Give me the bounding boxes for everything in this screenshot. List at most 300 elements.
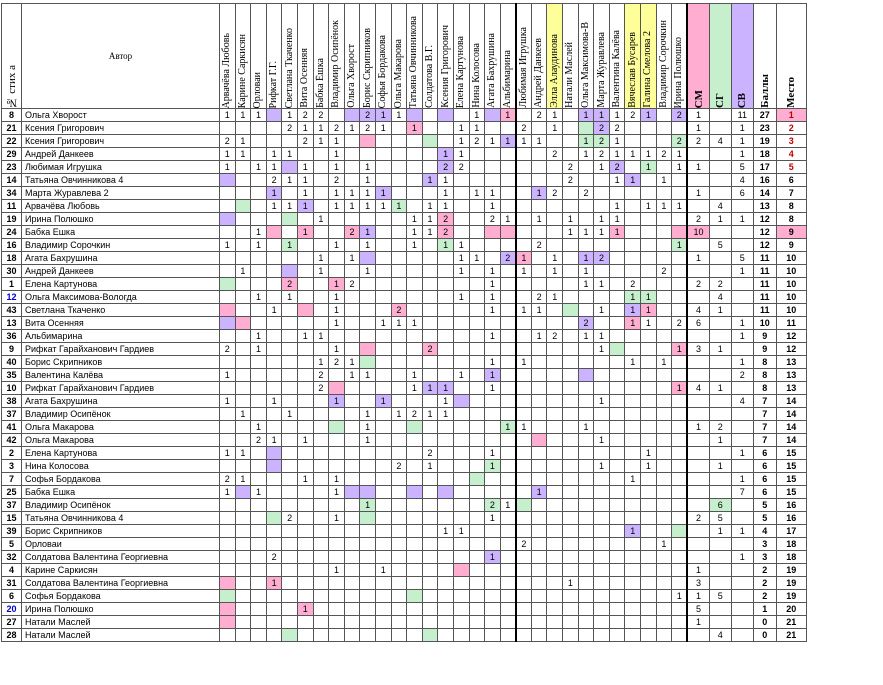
- vote-cell: [344, 148, 360, 161]
- table-row: [2, 447, 807, 460]
- vote-cell: [625, 551, 641, 564]
- vote-cell: [563, 148, 579, 161]
- vote-cell: [220, 174, 236, 187]
- vote-cell: 1: [282, 174, 298, 187]
- table-row: [2, 356, 807, 369]
- vote-cell: [672, 395, 688, 408]
- vote-cell: [609, 564, 625, 577]
- vote-cell: 1: [407, 369, 423, 382]
- vote-cell: [625, 486, 641, 499]
- vote-cell: [407, 538, 423, 551]
- vote-cell: [422, 551, 438, 564]
- vote-cell: 2: [531, 109, 547, 122]
- vote-cell: [266, 538, 282, 551]
- vote-cell: [516, 317, 532, 330]
- vote-cell: [500, 200, 516, 213]
- vote-cell: [297, 356, 313, 369]
- vote-cell: 1: [313, 122, 329, 135]
- vote-cell: [251, 135, 267, 148]
- vote-cell: [500, 382, 516, 395]
- vote-cell: 1: [220, 161, 236, 174]
- vote-cell: [407, 135, 423, 148]
- vote-cell: 1: [360, 174, 376, 187]
- vote-cell: 1: [563, 226, 579, 239]
- vote-cell: [656, 434, 672, 447]
- vote-cell: 1: [516, 304, 532, 317]
- vote-cell: [266, 590, 282, 603]
- vote-cell: [282, 460, 298, 473]
- vote-cell: 1: [266, 148, 282, 161]
- vote-cell: [329, 551, 345, 564]
- vote-cell: [422, 330, 438, 343]
- vote-cell: 1: [360, 434, 376, 447]
- vote-cell: [220, 213, 236, 226]
- sum-sg: [709, 161, 731, 174]
- total-score: 23: [753, 122, 776, 135]
- author-name: Владимир Осипёнок: [22, 499, 220, 512]
- vote-cell: [547, 356, 563, 369]
- vote-cell: 2: [282, 512, 298, 525]
- vote-cell: [531, 629, 547, 642]
- vote-cell: [641, 395, 657, 408]
- vote-cell: [422, 577, 438, 590]
- vote-cell: 1: [609, 135, 625, 148]
- vote-cell: [547, 278, 563, 291]
- vote-cell: [344, 395, 360, 408]
- vote-cell: 1: [453, 525, 469, 538]
- vote-cell: [656, 317, 672, 330]
- vote-cell: [313, 616, 329, 629]
- vote-cell: [453, 317, 469, 330]
- vote-cell: 2: [485, 213, 501, 226]
- vote-cell: [609, 382, 625, 395]
- vote-cell: 1: [656, 356, 672, 369]
- vote-cell: [453, 187, 469, 200]
- total-score: 7: [753, 408, 776, 421]
- vote-cell: 1: [516, 421, 532, 434]
- vote-cell: [235, 382, 251, 395]
- vote-cell: [407, 616, 423, 629]
- vote-cell: [625, 226, 641, 239]
- vote-cell: 1: [641, 291, 657, 304]
- place-cell: 19: [776, 590, 806, 603]
- vote-cell: [329, 434, 345, 447]
- vote-cell: [453, 577, 469, 590]
- vote-cell: [641, 122, 657, 135]
- vote-cell: 1: [641, 460, 657, 473]
- vote-cell: [220, 564, 236, 577]
- author-name: Владимир Осипёнок: [22, 408, 220, 421]
- vote-cell: [251, 187, 267, 200]
- vote-cell: [422, 512, 438, 525]
- vote-cell: [563, 499, 579, 512]
- vote-cell: 2: [594, 135, 610, 148]
- header-voter: Натали Маслей: [563, 4, 579, 109]
- vote-cell: [282, 616, 298, 629]
- vote-cell: [329, 590, 345, 603]
- total-score: 4: [753, 525, 776, 538]
- vote-cell: [531, 408, 547, 421]
- vote-cell: 2: [672, 109, 688, 122]
- vote-cell: [500, 525, 516, 538]
- vote-cell: [469, 213, 485, 226]
- vote-cell: [547, 486, 563, 499]
- vote-cell: [251, 317, 267, 330]
- place-cell: 1: [776, 109, 806, 122]
- header-voter: Рифкат Г.Г.: [266, 4, 282, 109]
- vote-cell: [531, 382, 547, 395]
- vote-cell: [297, 499, 313, 512]
- poem-number: 14: [2, 174, 22, 187]
- vote-cell: [282, 577, 298, 590]
- vote-cell: [251, 551, 267, 564]
- author-name: Софья Бордакова: [22, 590, 220, 603]
- vote-cell: 1: [251, 486, 267, 499]
- vote-cell: 2: [672, 135, 688, 148]
- vote-cell: 1: [438, 187, 454, 200]
- vote-cell: [656, 629, 672, 642]
- vote-cell: [547, 538, 563, 551]
- vote-cell: 1: [453, 239, 469, 252]
- vote-cell: [547, 499, 563, 512]
- vote-cell: [220, 525, 236, 538]
- vote-cell: [453, 343, 469, 356]
- vote-cell: 1: [375, 395, 391, 408]
- vote-cell: [251, 148, 267, 161]
- total-score: 9: [753, 330, 776, 343]
- vote-cell: [438, 590, 454, 603]
- vote-cell: [220, 460, 236, 473]
- vote-cell: [563, 317, 579, 330]
- vote-cell: [500, 291, 516, 304]
- author-name: Бабка Ешка: [22, 486, 220, 499]
- vote-cell: 1: [594, 226, 610, 239]
- vote-cell: [344, 486, 360, 499]
- poem-number: 34: [2, 187, 22, 200]
- sum-sv: 11: [731, 109, 753, 122]
- vote-cell: 1: [329, 161, 345, 174]
- vote-cell: [453, 226, 469, 239]
- total-score: 2: [753, 564, 776, 577]
- sum-sv: 5: [731, 252, 753, 265]
- vote-cell: [672, 629, 688, 642]
- vote-cell: [297, 577, 313, 590]
- vote-cell: 1: [485, 291, 501, 304]
- vote-cell: [282, 538, 298, 551]
- vote-cell: [360, 304, 376, 317]
- vote-cell: 1: [500, 421, 516, 434]
- vote-cell: [609, 395, 625, 408]
- vote-cell: 1: [235, 135, 251, 148]
- poem-number: 35: [2, 369, 22, 382]
- total-score: 11: [753, 291, 776, 304]
- vote-cell: [625, 512, 641, 525]
- vote-cell: [313, 304, 329, 317]
- vote-cell: [422, 265, 438, 278]
- vote-cell: [469, 291, 485, 304]
- vote-cell: [500, 629, 516, 642]
- vote-cell: [672, 369, 688, 382]
- vote-cell: [329, 265, 345, 278]
- vote-cell: [391, 252, 407, 265]
- vote-cell: 1: [594, 278, 610, 291]
- table-row: [2, 473, 807, 486]
- vote-cell: [329, 460, 345, 473]
- vote-cell: 1: [516, 252, 532, 265]
- vote-cell: [391, 629, 407, 642]
- place-cell: 19: [776, 564, 806, 577]
- vote-cell: 1: [485, 512, 501, 525]
- vote-cell: [469, 512, 485, 525]
- vote-cell: 2: [220, 343, 236, 356]
- vote-cell: [563, 447, 579, 460]
- vote-cell: 2: [609, 122, 625, 135]
- vote-cell: 1: [375, 109, 391, 122]
- vote-cell: [500, 512, 516, 525]
- vote-cell: [469, 356, 485, 369]
- vote-cell: [375, 135, 391, 148]
- poem-number: 30: [2, 265, 22, 278]
- author-name: Андрей Данкеев: [22, 265, 220, 278]
- sum-sm: [687, 473, 709, 486]
- vote-cell: [344, 135, 360, 148]
- vote-cell: [251, 525, 267, 538]
- place-cell: 15: [776, 473, 806, 486]
- place-cell: 16: [776, 499, 806, 512]
- vote-cell: [453, 486, 469, 499]
- vote-cell: [266, 213, 282, 226]
- vote-cell: [220, 317, 236, 330]
- vote-cell: [547, 395, 563, 408]
- vote-cell: [391, 174, 407, 187]
- place-cell: 20: [776, 603, 806, 616]
- vote-cell: [578, 460, 594, 473]
- vote-cell: [375, 291, 391, 304]
- vote-cell: [500, 447, 516, 460]
- vote-cell: [344, 512, 360, 525]
- vote-cell: [563, 460, 579, 473]
- vote-cell: [313, 590, 329, 603]
- vote-cell: [391, 551, 407, 564]
- table-row: [2, 317, 807, 330]
- vote-cell: 1: [485, 187, 501, 200]
- vote-cell: [609, 304, 625, 317]
- vote-cell: [375, 265, 391, 278]
- sum-sm: [687, 291, 709, 304]
- vote-cell: [516, 239, 532, 252]
- vote-cell: [313, 408, 329, 421]
- vote-cell: [220, 434, 236, 447]
- vote-cell: [235, 369, 251, 382]
- vote-cell: [391, 473, 407, 486]
- vote-cell: [469, 395, 485, 408]
- vote-cell: [360, 278, 376, 291]
- vote-cell: [609, 616, 625, 629]
- vote-cell: 1: [251, 421, 267, 434]
- vote-cell: [485, 538, 501, 551]
- vote-cell: [485, 434, 501, 447]
- vote-cell: [547, 421, 563, 434]
- vote-cell: [672, 434, 688, 447]
- vote-cell: 1: [625, 317, 641, 330]
- vote-cell: [297, 291, 313, 304]
- vote-cell: [235, 317, 251, 330]
- vote-cell: [641, 343, 657, 356]
- vote-cell: [422, 317, 438, 330]
- vote-cell: 1: [251, 330, 267, 343]
- vote-cell: [375, 148, 391, 161]
- vote-cell: [297, 629, 313, 642]
- vote-cell: 2: [344, 278, 360, 291]
- vote-cell: 1: [578, 265, 594, 278]
- vote-cell: [625, 252, 641, 265]
- vote-cell: [407, 265, 423, 278]
- vote-cell: 2: [563, 174, 579, 187]
- vote-cell: [422, 109, 438, 122]
- table-row: [2, 148, 807, 161]
- sum-sg: [709, 603, 731, 616]
- poem-number: 20: [2, 603, 22, 616]
- vote-cell: [422, 252, 438, 265]
- vote-cell: 1: [251, 239, 267, 252]
- vote-cell: [344, 161, 360, 174]
- vote-cell: [453, 551, 469, 564]
- author-name: Борис Скрипников: [22, 525, 220, 538]
- vote-cell: 1: [547, 122, 563, 135]
- vote-cell: [360, 460, 376, 473]
- total-score: 10: [753, 317, 776, 330]
- vote-cell: [609, 187, 625, 200]
- vote-cell: [407, 252, 423, 265]
- vote-cell: 1: [578, 109, 594, 122]
- vote-cell: [329, 252, 345, 265]
- vote-cell: 2: [672, 317, 688, 330]
- header-voter: Арвачёва Любовь: [220, 4, 236, 109]
- vote-cell: [656, 421, 672, 434]
- vote-cell: [469, 434, 485, 447]
- vote-cell: [485, 421, 501, 434]
- vote-cell: [563, 356, 579, 369]
- header-voter: Любимая Игрушка: [516, 4, 532, 109]
- vote-cell: 1: [266, 304, 282, 317]
- vote-cell: [329, 213, 345, 226]
- vote-cell: 1: [282, 200, 298, 213]
- total-score: 8: [753, 356, 776, 369]
- vote-cell: [563, 603, 579, 616]
- vote-cell: [251, 512, 267, 525]
- sum-sv: 6: [731, 187, 753, 200]
- author-name: Арвачёва Любовь: [22, 200, 220, 213]
- vote-cell: [282, 447, 298, 460]
- vote-cell: [329, 616, 345, 629]
- sum-sg: 1: [709, 213, 731, 226]
- vote-cell: [500, 356, 516, 369]
- vote-cell: 1: [360, 265, 376, 278]
- vote-cell: [609, 473, 625, 486]
- vote-cell: [297, 213, 313, 226]
- vote-cell: [375, 369, 391, 382]
- poem-number: 24: [2, 226, 22, 239]
- vote-cell: 1: [672, 590, 688, 603]
- vote-cell: 1: [266, 395, 282, 408]
- vote-cell: [329, 525, 345, 538]
- vote-cell: [609, 356, 625, 369]
- vote-cell: [547, 382, 563, 395]
- vote-cell: [391, 239, 407, 252]
- sum-sm: [687, 447, 709, 460]
- vote-cell: [297, 421, 313, 434]
- vote-cell: [578, 525, 594, 538]
- vote-cell: [500, 551, 516, 564]
- vote-cell: [438, 499, 454, 512]
- vote-cell: [547, 161, 563, 174]
- vote-cell: [594, 265, 610, 278]
- poem-number: 10: [2, 382, 22, 395]
- vote-cell: 1: [578, 148, 594, 161]
- vote-cell: [266, 226, 282, 239]
- vote-cell: 1: [438, 525, 454, 538]
- vote-cell: [469, 174, 485, 187]
- vote-cell: [469, 343, 485, 356]
- vote-cell: [485, 408, 501, 421]
- sum-sm: [687, 486, 709, 499]
- vote-cell: [531, 460, 547, 473]
- vote-cell: [220, 629, 236, 642]
- vote-cell: [500, 616, 516, 629]
- vote-cell: [531, 525, 547, 538]
- vote-cell: [438, 434, 454, 447]
- vote-cell: 1: [407, 226, 423, 239]
- vote-cell: [360, 551, 376, 564]
- poem-number: 39: [2, 525, 22, 538]
- vote-cell: [641, 486, 657, 499]
- sum-sg: 6: [709, 499, 731, 512]
- vote-cell: 1: [329, 148, 345, 161]
- vote-cell: [313, 447, 329, 460]
- vote-cell: [391, 148, 407, 161]
- vote-cell: [469, 590, 485, 603]
- vote-cell: [391, 135, 407, 148]
- vote-cell: [438, 265, 454, 278]
- vote-cell: [391, 616, 407, 629]
- vote-cell: [672, 551, 688, 564]
- vote-cell: [375, 226, 391, 239]
- vote-cell: [516, 499, 532, 512]
- vote-cell: [469, 551, 485, 564]
- sum-sm: 1: [687, 109, 709, 122]
- vote-cell: [360, 525, 376, 538]
- vote-cell: [297, 148, 313, 161]
- vote-cell: 1: [485, 330, 501, 343]
- vote-cell: [516, 382, 532, 395]
- table-row: [2, 226, 807, 239]
- vote-cell: 1: [251, 161, 267, 174]
- sum-sv: 4: [731, 395, 753, 408]
- vote-cell: [266, 317, 282, 330]
- vote-cell: [360, 382, 376, 395]
- vote-cell: [391, 369, 407, 382]
- header-voter: Владимир Сорочкин: [656, 4, 672, 109]
- total-score: 11: [753, 278, 776, 291]
- vote-cell: 1: [391, 200, 407, 213]
- vote-cell: [422, 395, 438, 408]
- vote-cell: [438, 291, 454, 304]
- vote-cell: [282, 330, 298, 343]
- vote-cell: [641, 330, 657, 343]
- vote-cell: [656, 343, 672, 356]
- sum-sv: 1: [731, 135, 753, 148]
- sum-sm: [687, 174, 709, 187]
